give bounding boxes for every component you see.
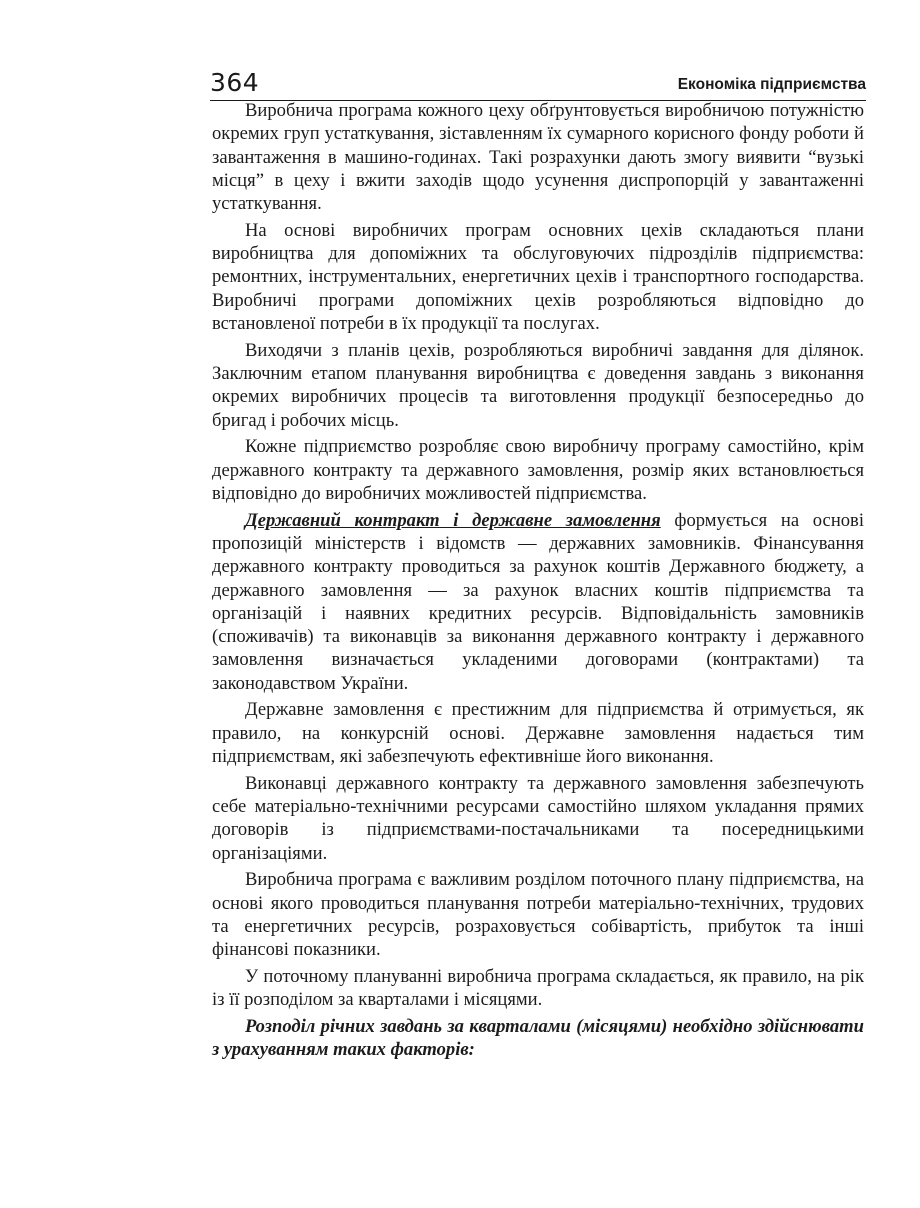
paragraph: На основі виробничих програм основних цехів складаються плани виробництва для допоміжних та обслуговуючих підрозділів підприємства: ремонтних, інструментальних, енергетичних цехів і транспортного господарства. Виробничі програми допоміжних цехів розробляються відповідно до встановленої потреби в їх продукції та послугах. bbox=[212, 219, 864, 335]
term-state-contract: Державний контракт і державне замовлення bbox=[245, 509, 661, 531]
factors-intro: Розподіл річних завдань за кварталами (місяцями) необхідно здійснювати з урахуванням таких факторів: bbox=[212, 1015, 864, 1061]
paragraph-text: формується на основі пропозицій міністерств і відомств — державних замовників. Фінансування державного контракту проводиться за рахунок коштів Державного бюджету, а державного замовлення — за рахунок власних коштів підприємства та організацій і наявних кредитних ресурсів. Відповідальність замовників (споживачів) та виконавців за виконання державного контракту і державного замовлення визначається укладеними договорами (контрактами) та законодавством України. bbox=[212, 509, 865, 694]
paragraph: Виробнича програма є важливим розділом поточного плану підприємства, на основі якого проводиться планування потреби матеріально-технічних, трудових та енергетичних ресурсів, розраховується собівартість, прибуток та інші фінансові показники. bbox=[212, 869, 864, 961]
paragraph: Виробнича програма кожного цеху обґрунтовується виробничою потужністю окремих груп устаткування, зіставленням їх сумарного корисного фонду роботи й завантаження в машино-годинах. Такі розрахунки дають змогу виявити “вузькі місця” в цеху і вжити заходів щодо усунення диспропорцій у завантаженні устаткування. bbox=[212, 100, 864, 215]
paragraph-with-term bbox=[212, 509, 864, 695]
body-text bbox=[212, 99, 864, 1065]
page-header bbox=[210, 66, 866, 101]
running-title: Економіка підприємства bbox=[677, 76, 866, 93]
paragraph: Кожне підприємство розробляє свою виробничу програму самостійно, крім державного контракту та державного замовлення, розмір яких встановлюється відповідно до виробничих можливостей підприємства. bbox=[212, 436, 864, 504]
paragraph: Державне замовлення є престижним для підприємства й отримується, як правило, на конкурсній основі. Державне замовлення надається тим підприємствам, які забезпечують ефективніше його виконання. bbox=[212, 699, 864, 767]
paragraph: У поточному плануванні виробнича програма складається, як правило, на рік із її розподілом за кварталами і місяцями. bbox=[212, 965, 864, 1011]
paragraph: Виходячи з планів цехів, розробляються виробничі завдання для ділянок. Заключним етапом планування виробництва є доведення завдань з виконання окремих виробничих процесів та виготовлення продукції безпосередньо до бригад і робочих місць. bbox=[212, 339, 864, 431]
page-number: 364 bbox=[210, 68, 260, 97]
paragraph: Виконавці державного контракту та державного замовлення забезпечують себе матеріально-технічними ресурсами самостійно шляхом укладання прямих договорів із підприємствами-постачальниками та посередницькими організаціями. bbox=[212, 772, 864, 864]
